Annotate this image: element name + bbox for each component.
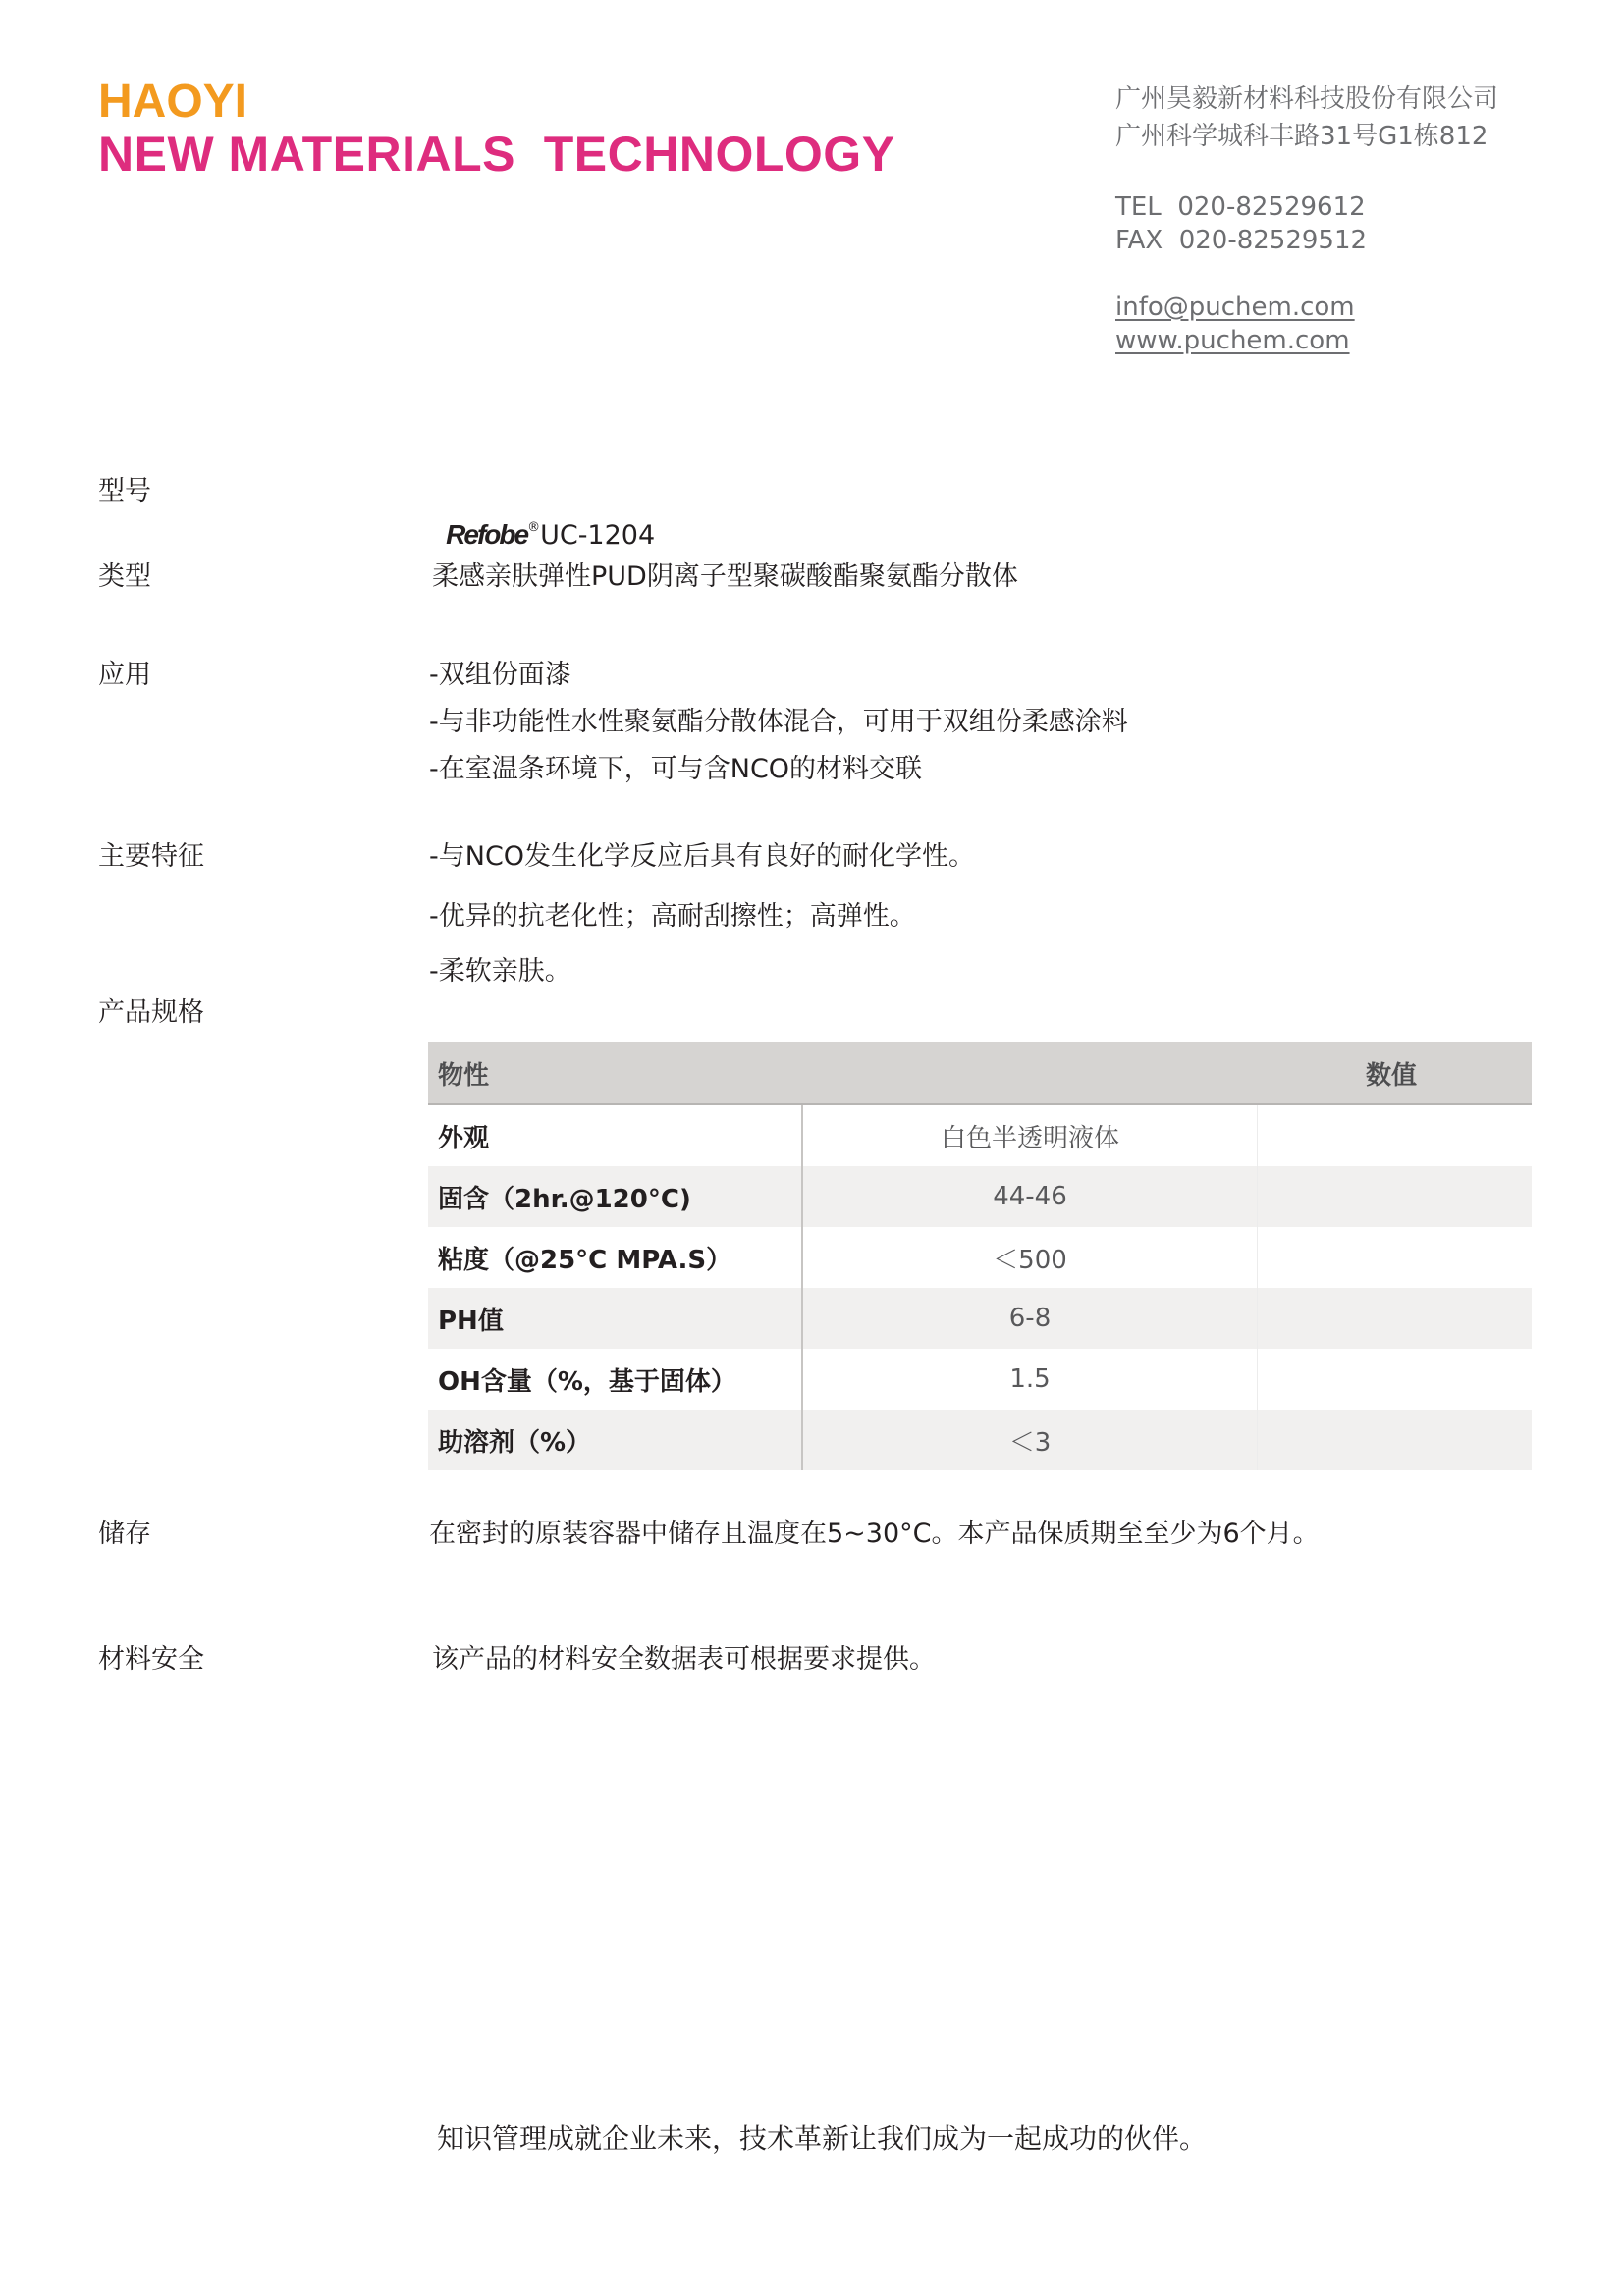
features-label: 主要特征 [98, 841, 204, 872]
empty-cell [1258, 1288, 1533, 1349]
safety-label: 材料安全 [98, 1644, 204, 1675]
website-link[interactable]: www.puchem.com [1115, 326, 1350, 355]
application-line: -双组份面漆 [429, 660, 571, 690]
empty-cell [1258, 1104, 1533, 1166]
table-row [428, 1349, 1532, 1410]
feature-line: -优异的抗老化性；高耐刮擦性；高弹性。 [429, 901, 916, 932]
type-value: 柔感亲肤弹性PUD阴离子型聚碳酸酯聚氨酯分散体 [432, 561, 1018, 592]
storage-value: 在密封的原装容器中储存且温度在5~30°C。本产品保质期至至少为6个月。 [429, 1519, 1320, 1549]
value-cell: 44-46 [802, 1166, 1258, 1227]
value-cell: ＜500 [802, 1227, 1258, 1288]
model-value [429, 469, 655, 556]
property-cell: OH含量（%，基于固体） [428, 1349, 802, 1410]
type-label: 类型 [98, 561, 151, 592]
application-line: -在室温条环境下，可与含NCO的材料交联 [429, 754, 923, 784]
safety-value: 该产品的材料安全数据表可根据要求提供。 [432, 1644, 936, 1675]
fax-number: FAX 020-82529512 [1115, 226, 1368, 255]
table-row [428, 1166, 1532, 1227]
empty-cell [1258, 1410, 1533, 1470]
value-cell: 6-8 [802, 1288, 1258, 1349]
empty-cell [1258, 1227, 1533, 1288]
tel-number: TEL 020-82529612 [1115, 192, 1366, 222]
table-row [428, 1288, 1532, 1349]
value-cell: 1.5 [802, 1349, 1258, 1410]
table-row [428, 1227, 1532, 1288]
value-cell: ＜3 [802, 1410, 1258, 1470]
header-property: 物性 [428, 1042, 802, 1104]
table-row [428, 1104, 1532, 1166]
footer-slogan: 知识管理成就企业未来，技术革新让我们成为一起成功的伙伴。 [437, 2122, 1208, 2155]
value-cell: 白色半透明液体 [802, 1104, 1258, 1166]
spec-table-header-row [428, 1042, 1532, 1104]
application-label: 应用 [98, 660, 151, 690]
model-code: UC-1204 [540, 520, 656, 551]
registered-mark: ® [527, 520, 541, 535]
empty-cell [1258, 1349, 1533, 1410]
header-value: 数值 [802, 1042, 1532, 1104]
feature-line: -柔软亲肤。 [429, 956, 571, 987]
property-cell: 固含（2hr.@120°C) [428, 1166, 802, 1227]
table-row [428, 1410, 1532, 1470]
spec-table [428, 1042, 1532, 1470]
refobe-logo: Refobe [446, 519, 528, 550]
spec-label: 产品规格 [98, 997, 204, 1028]
email-link[interactable]: info@puchem.com [1115, 293, 1355, 322]
property-cell: 粘度（@25°C MPA.S） [428, 1227, 802, 1288]
storage-label: 储存 [98, 1519, 151, 1549]
application-line: -与非功能性水性聚氨酯分散体混合，可用于双组份柔感涂料 [429, 707, 1128, 737]
property-cell: 外观 [428, 1104, 802, 1166]
company-name: 广州昊毅新材料科技股份有限公司 [1115, 84, 1499, 114]
feature-line: -与NCO发生化学反应后具有良好的耐化学性。 [429, 841, 976, 872]
brand-name-line1: HAOYI [98, 76, 248, 128]
empty-cell [1258, 1166, 1533, 1227]
model-label: 型号 [98, 476, 151, 507]
property-cell: 助溶剂（%） [428, 1410, 802, 1470]
property-cell: PH值 [428, 1288, 802, 1349]
brand-name-line2: NEW MATERIALS TECHNOLOGY [98, 127, 895, 182]
company-address: 广州科学城科丰路31号G1栋812 [1115, 122, 1488, 151]
